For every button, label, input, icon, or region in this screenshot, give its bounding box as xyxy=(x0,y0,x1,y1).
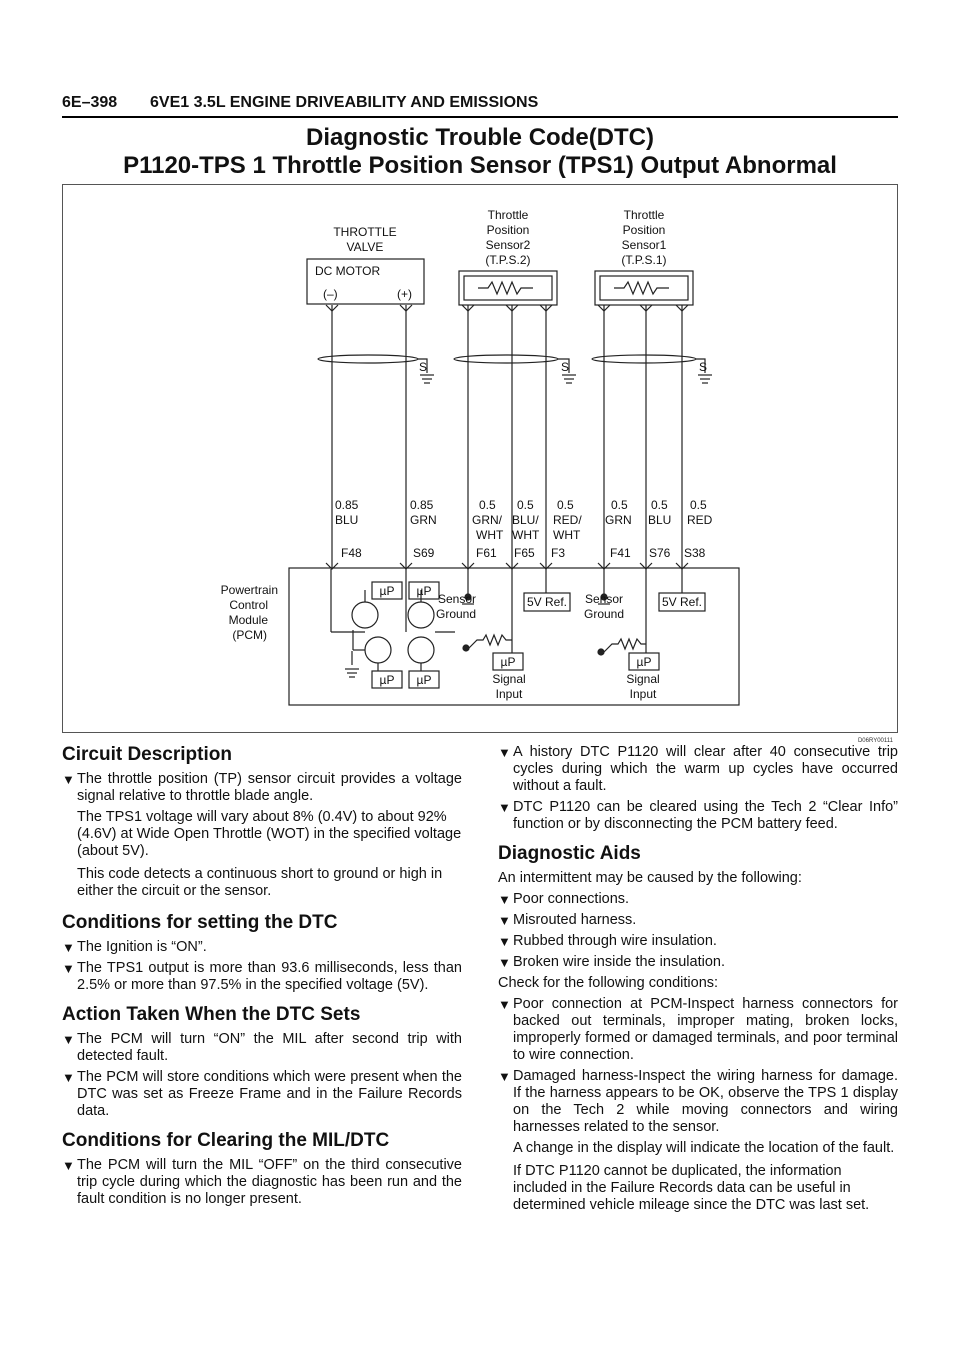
wire-gauge: 0.5 xyxy=(479,498,496,512)
wire-color: GRN xyxy=(605,513,632,527)
section-title: 6VE1 3.5L ENGINE DRIVEABILITY AND EMISSIONS xyxy=(150,94,539,111)
figure-id: D06RY00111 xyxy=(857,738,893,744)
list-item: ▼ The TPS1 output is more than 93.6 milliseconds, less than 2.5% or more than 97.5% in the specified voltage (5V). xyxy=(62,960,462,994)
microprocessor-label: µP xyxy=(636,655,652,669)
shield-label: S xyxy=(699,360,708,374)
list-item: ▼ Misrouted harness. xyxy=(498,912,898,929)
wire-gauge: 0.85 xyxy=(410,498,434,512)
wiring-diagram-svg xyxy=(63,185,899,734)
motor-minus-label: (–) xyxy=(323,287,338,301)
wire-color: BLU xyxy=(648,513,672,527)
tps2-label-4: (T.P.S.2) xyxy=(485,253,531,267)
list-item: ▼ DTC P1120 can be cleared using the Tech 2 “Clear Info” function or by disconnecting the PCM battery feed. xyxy=(498,799,898,833)
wire-color: GRN/ xyxy=(472,513,502,527)
diagnostic-aids-heading: Diagnostic Aids xyxy=(498,843,641,864)
wire-terminal: F3 xyxy=(551,546,566,560)
microprocessor-label: µP xyxy=(500,655,516,669)
tps1-label-3: Sensor1 xyxy=(621,238,667,252)
wire-gauge: 0.5 xyxy=(611,498,628,512)
motor-plus-label: (+) xyxy=(397,287,412,301)
list-item: ▼ Damaged harness-Inspect the wiring harness for damage. If the harness appears to be OK, observe the TPS 1 display on the Tech 2 while moving connectors and wiring harnesses related to the sensor. xyxy=(498,1068,898,1136)
signal-input-label-1: Signal xyxy=(626,672,660,686)
dtc-subtitle: P1120-TPS 1 Throttle Position Sensor (TPS1) Output Abnormal xyxy=(123,152,837,179)
wire-terminal: S38 xyxy=(684,546,706,560)
list-item: ▼ Poor connections. xyxy=(498,891,898,908)
wire-color: WHT xyxy=(512,528,540,542)
wire-gauge: 0.5 xyxy=(557,498,574,512)
list-item: ▼ Broken wire inside the insulation. xyxy=(498,954,898,971)
page-header xyxy=(62,94,538,112)
signal-input-label-1: Signal xyxy=(492,672,526,686)
conditions-setting-heading: Conditions for setting the DTC xyxy=(62,912,338,933)
wire-terminal: F48 xyxy=(341,546,362,560)
wire-terminal: F41 xyxy=(610,546,631,560)
wire-color: GRN xyxy=(410,513,437,527)
throttle-valve-label-1: THROTTLE xyxy=(333,225,397,239)
sensor-ground-label-1: Sensor xyxy=(438,592,477,606)
paragraph: The TPS1 voltage will vary about 8% (0.4V) to about 92% (4.6V) at Wide Open Throttle (WOT) in the specified voltage (about 5V). xyxy=(77,809,462,859)
left-column xyxy=(62,738,462,1212)
wire-color: WHT xyxy=(476,528,504,542)
signal-input-label-2: Input xyxy=(495,687,523,701)
wire-gauge: 0.5 xyxy=(651,498,668,512)
tps2-label-3: Sensor2 xyxy=(485,238,531,252)
wire-terminal: F65 xyxy=(514,546,535,560)
ref-5v-label: 5V Ref. xyxy=(526,595,568,609)
microprocessor-label: µP xyxy=(379,673,395,687)
harness-wires xyxy=(326,305,688,569)
tps1-label-1: Throttle xyxy=(623,208,665,222)
shield-label: S xyxy=(561,360,570,374)
sensor-ground-label-2: Ground xyxy=(584,607,625,621)
tps2-label-2: Position xyxy=(486,223,530,237)
wire-gauge: 0.5 xyxy=(517,498,534,512)
wire-color: BLU xyxy=(335,513,359,527)
paragraph: An intermittent may be caused by the following: xyxy=(498,870,802,886)
wire-gauge: 0.5 xyxy=(690,498,707,512)
ref-5v-label: 5V Ref. xyxy=(661,595,703,609)
list-item: ▼ The PCM will turn the MIL “OFF” on the third consecutive trip cycle during which the diagnostic has been run and the fault condition is no longer present. xyxy=(62,1157,462,1208)
wire-color: RED/ xyxy=(553,513,582,527)
pcm-label-4: (PCM) xyxy=(232,628,267,642)
list-item: ▼ The Ignition is “ON”. xyxy=(62,939,462,956)
tps2-label-1: Throttle xyxy=(487,208,529,222)
list-item: ▼ Poor connection at PCM-Inspect harness connectors for backed out terminals, improper mating, broken locks, improperly formed or damaged terminals, and poor terminal to wire connection. xyxy=(498,996,898,1064)
wire-color: BLU/ xyxy=(512,513,539,527)
dc-motor-label: DC MOTOR xyxy=(315,264,381,278)
throttle-valve-label-2: VALVE xyxy=(346,240,384,254)
action-taken-heading: Action Taken When the DTC Sets xyxy=(62,1004,361,1025)
microprocessor-label: µP xyxy=(416,673,432,687)
list-item: ▼ The throttle position (TP) sensor circuit provides a voltage signal relative to throttle blade angle. xyxy=(62,771,462,805)
paragraph: A change in the display will indicate the location of the fault. xyxy=(513,1140,895,1156)
sensor-ground-label-1: Sensor xyxy=(585,592,624,606)
wire-color: WHT xyxy=(553,528,581,542)
paragraph: Check for the following conditions: xyxy=(498,975,719,991)
microprocessor-label: µP xyxy=(379,584,395,598)
tps1-label-4: (T.P.S.1) xyxy=(621,253,667,267)
dtc-title: Diagnostic Trouble Code(DTC) xyxy=(306,124,654,151)
wire-terminal: S69 xyxy=(413,546,435,560)
wire-color: RED xyxy=(687,513,713,527)
wire-gauge: 0.85 xyxy=(335,498,359,512)
tps1-label-2: Position xyxy=(622,223,666,237)
wire-labels xyxy=(335,498,713,560)
paragraph: If DTC P1120 cannot be duplicated, the information included in the Failure Records data can be useful in determined vehicle mileage since the DTC was last set. xyxy=(513,1163,870,1213)
shield-label: S xyxy=(419,360,428,374)
header-rule xyxy=(62,116,898,118)
wire-terminal: S76 xyxy=(649,546,671,560)
list-item: ▼ The PCM will store conditions which were present when the DTC was set as Freeze Frame and in the Failure Records data. xyxy=(62,1069,462,1120)
list-item: ▼ The PCM will turn “ON” the MIL after second trip with detected fault. xyxy=(62,1031,462,1065)
pcm-label-1: Powertrain xyxy=(220,583,278,597)
signal-input-label-2: Input xyxy=(629,687,657,701)
wiring-diagram xyxy=(62,184,898,744)
paragraph: This code detects a continuous short to ground or high in either the circuit or the sensor. xyxy=(77,866,443,899)
pcm-label-3: Module xyxy=(228,613,268,627)
page-number: 6E–398 xyxy=(62,94,118,111)
microprocessor-label: µP xyxy=(416,584,432,598)
pcm-label-2: Control xyxy=(229,598,268,612)
clearing-heading: Conditions for Clearing the MIL/DTC xyxy=(62,1130,390,1151)
circuit-description-heading: Circuit Description xyxy=(62,744,232,765)
right-column xyxy=(498,744,898,1220)
sensor-ground-label-2: Ground xyxy=(436,607,477,621)
list-item: ▼ A history DTC P1120 will clear after 40 consecutive trip cycles during which the warm up cycles have occurred without a fault. xyxy=(498,744,898,795)
wire-terminal: F61 xyxy=(476,546,497,560)
list-item: ▼ Rubbed through wire insulation. xyxy=(498,933,898,950)
